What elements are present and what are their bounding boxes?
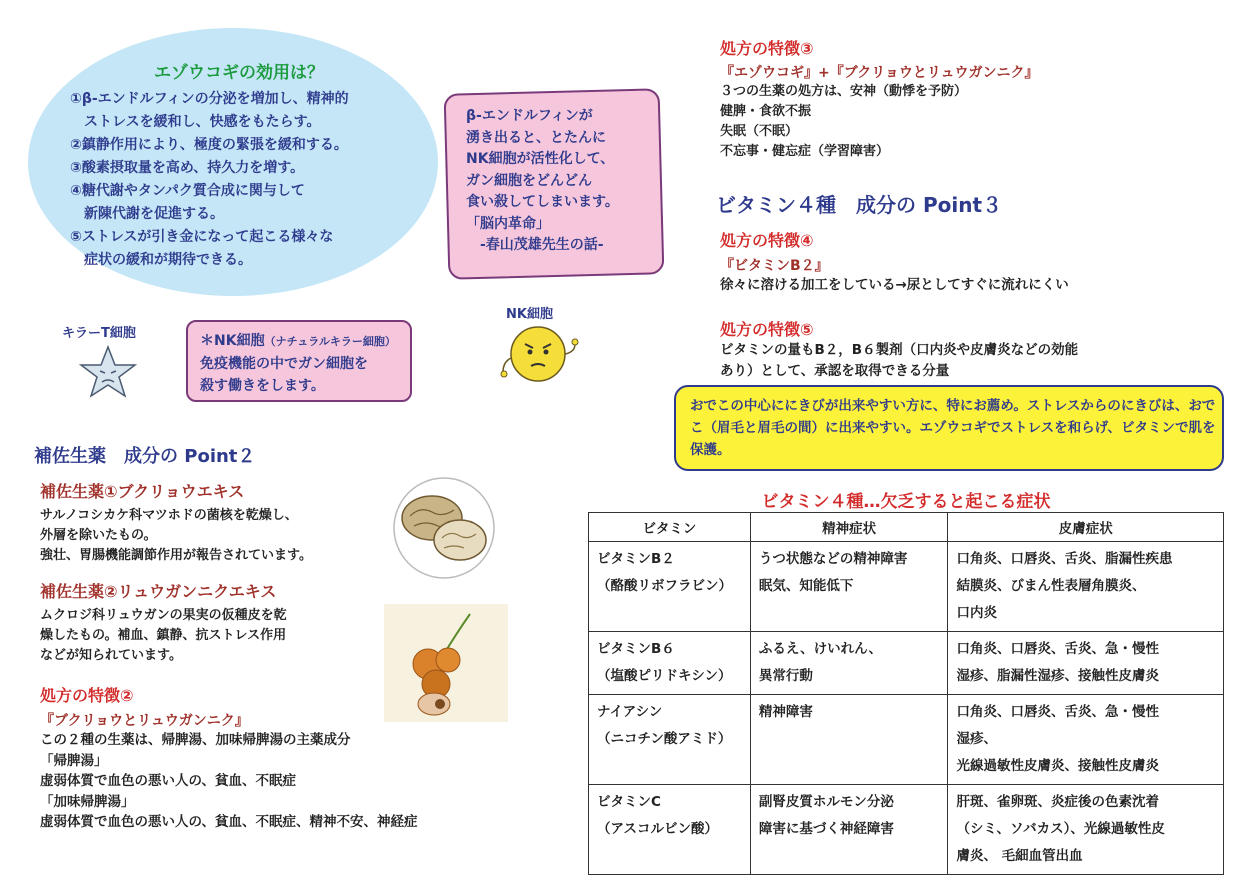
nk-box-heading: ＊NK細胞 [200,333,265,349]
quote-line: 「脳内革命」 [466,215,550,232]
herb1-line: 強壮、胃腸機能調節作用が報告されています。 [40,548,312,563]
nk-box-heading-note: （ナチュラルキラー細胞） [264,335,396,348]
quote-line: ガン細胞をどんどん [466,172,592,189]
feature2-title: 処方の特徴② [40,686,134,705]
nk-cell-text [200,330,396,397]
skin-cell: 口角炎、口唇炎、舌炎、急・慢性 湿疹、 光線過敏性皮膚炎、接触性皮膚炎 [948,695,1224,785]
longan-fruit-image [384,604,508,722]
feature4-description: 徐々に溶ける加工をしている→尿としてすぐに流れにくい [720,277,1069,293]
killer-t-label: キラーT細胞 [62,326,136,341]
skin-cell: 口角炎、口唇炎、舌炎、脂漏性疾患 結膜炎、びまん性表層角膜炎、 口内炎 [948,542,1224,632]
feature3-subtitle: 『エゾウコギ』+『ブクリョウとリュウガンニク』 [720,65,1039,81]
table-row [589,632,1224,695]
feature2-subtitle: 『ブクリョウとリュウガンニク』 [40,713,249,729]
poria-mushroom-image [392,476,496,580]
vitamin-deficiency-table [588,512,1224,875]
vitamin-cell: ビタミンB２ （酪酸リボフラビン） [589,542,751,632]
feature3-line: ３つの生薬の処方は、安神（動悸を予防） [720,84,968,99]
feature3-line: 不忘事・健忘症（学習障害） [720,144,890,159]
vitamin-cell: ナイアシン （ニコチン酸アミド） [589,695,751,785]
herb1-line: 外層を除いたもの。 [40,528,157,543]
feature3-description [720,82,967,162]
feature4-subtitle: 『ビタミンB２』 [720,258,829,274]
header-vitamin: ビタミン [589,513,751,542]
feature2-line: この２種の生薬は、帰脾湯、加味帰脾湯の主薬成分 [40,732,351,748]
acne-note-text: おでこの中心ににきびが出来やすい方に、特にお薦め。ストレスからのにきびは、おでこ（眉毛と眉毛の間）に出来やすい。エゾウコギでストレスを和らげ、ビタミンで肌を保護。 [690,398,1216,458]
feature2-line: 虚弱体質で血色の悪い人の、貧血、不眠症、精神不安、神経症 [40,814,418,830]
skin-cell: 口角炎、口唇炎、舌炎、急・慢性 湿疹、脂漏性湿疹、接触性皮膚炎 [948,632,1224,695]
table-row [589,785,1224,875]
efficacy-item: ①β-エンドルフィンの分泌を増加し、精神的 [70,91,349,107]
header-mental: 精神症状 [750,513,948,542]
herb2-line: などが知られています。 [40,648,182,663]
vitamin-cell: ビタミンC （アスコルビン酸） [589,785,751,875]
mental-cell: 精神障害 [750,695,948,785]
table-row [589,695,1224,785]
efficacy-item: 症状の緩和が期待できる。 [70,252,252,268]
feature5-line: あり）として、承認を取得できる分量 [720,362,950,379]
feature3-line: 健脾・食欲不振 [720,104,812,119]
quote-line: 湧き出ると、とたんに [466,129,606,146]
feature3-title: 処方の特徴③ [720,39,814,58]
feature2-description [40,730,417,833]
vitamin-cell: ビタミンB６ （塩酸ピリドキシン） [589,632,751,695]
efficacy-item: 新陳代謝を促進する。 [70,206,224,222]
quote-line: NK細胞が活性化して、 [466,151,615,167]
efficacy-title: エゾウコギの効用は？ [154,63,324,83]
mental-cell: うつ状態などの精神障害 眠気、知能低下 [750,542,948,632]
star-cell-icon [78,344,138,400]
feature4-title: 処方の特徴④ [720,231,814,250]
quote-line: 食い殺してしまいます。 [466,194,619,210]
nk-cell-face-icon [498,320,582,386]
efficacy-item: ④糖代謝やタンパク質合成に関与して [70,183,305,199]
feature5-description [720,340,1078,381]
table-header-row [589,513,1224,542]
skin-cell: 肝斑、雀卵斑、炎症後の色素沈着 （シミ、ソバカス）、光線過敏性皮 膚炎、 毛細血管出血 [948,785,1224,875]
herb2-line: ムクロジ科リュウガンの果実の仮種皮を乾 [40,608,287,623]
feature2-line: 「加味帰脾湯」 [40,793,135,810]
herb1-description [40,506,312,566]
herb1-line: サルノコシカケ科マツホドの菌核を乾燥し、 [40,508,298,523]
feature3-line: 失眠（不眠） [720,124,799,139]
herb2-line: 燥したもの。補血、鎮静、抗ストレス作用 [40,628,287,643]
header-skin: 皮膚症状 [948,513,1224,542]
mental-cell: ふるえ、けいれん、 異常行動 [750,632,948,695]
herb2-description [40,606,287,666]
vitamin-table-title: ビタミン４種…欠乏すると起こる症状 [761,492,1051,512]
point3-title: ビタミン４種 成分の Point３ [716,193,1003,217]
efficacy-list [70,88,349,272]
nk-box-line: 殺す働きをします。 [200,378,325,394]
efficacy-item: ③酸素摂取量を高め、持久力を増す。 [70,160,305,176]
herb1-title: 補佐生薬①ブクリョウエキス [40,482,245,501]
point2-title: 補佐生薬 成分の Point２ [34,446,256,467]
quote-text [466,106,619,257]
feature5-title: 処方の特徴⑤ [720,320,814,339]
nk-box-line: 免疫機能の中でガン細胞を [200,356,368,372]
efficacy-item: ②鎮静作用により、極度の緊張を緩和する。 [70,137,348,153]
feature2-line: 「帰脾湯」 [40,752,108,769]
quote-line: -春山茂雄先生の話- [466,237,604,253]
feature5-line: ビタミンの量もB２，B６製剤（口内炎や皮膚炎などの効能 [720,342,1079,358]
herb2-title: 補佐生薬②リュウガンニクエキス [40,582,277,601]
efficacy-item: ⑤ストレスが引き金になって起こる様々な [70,229,334,245]
mental-cell: 副腎皮質ホルモン分泌 障害に基づく神経障害 [750,785,948,875]
efficacy-item: ストレスを緩和し、快感をもたらす。 [70,114,321,130]
table-row [589,542,1224,632]
nk-cell-label: NK細胞 [506,307,553,322]
feature2-line: 虚弱体質で血色の悪い人の、貧血、不眠症 [40,773,296,789]
quote-line: β-エンドルフィンが [466,108,593,124]
